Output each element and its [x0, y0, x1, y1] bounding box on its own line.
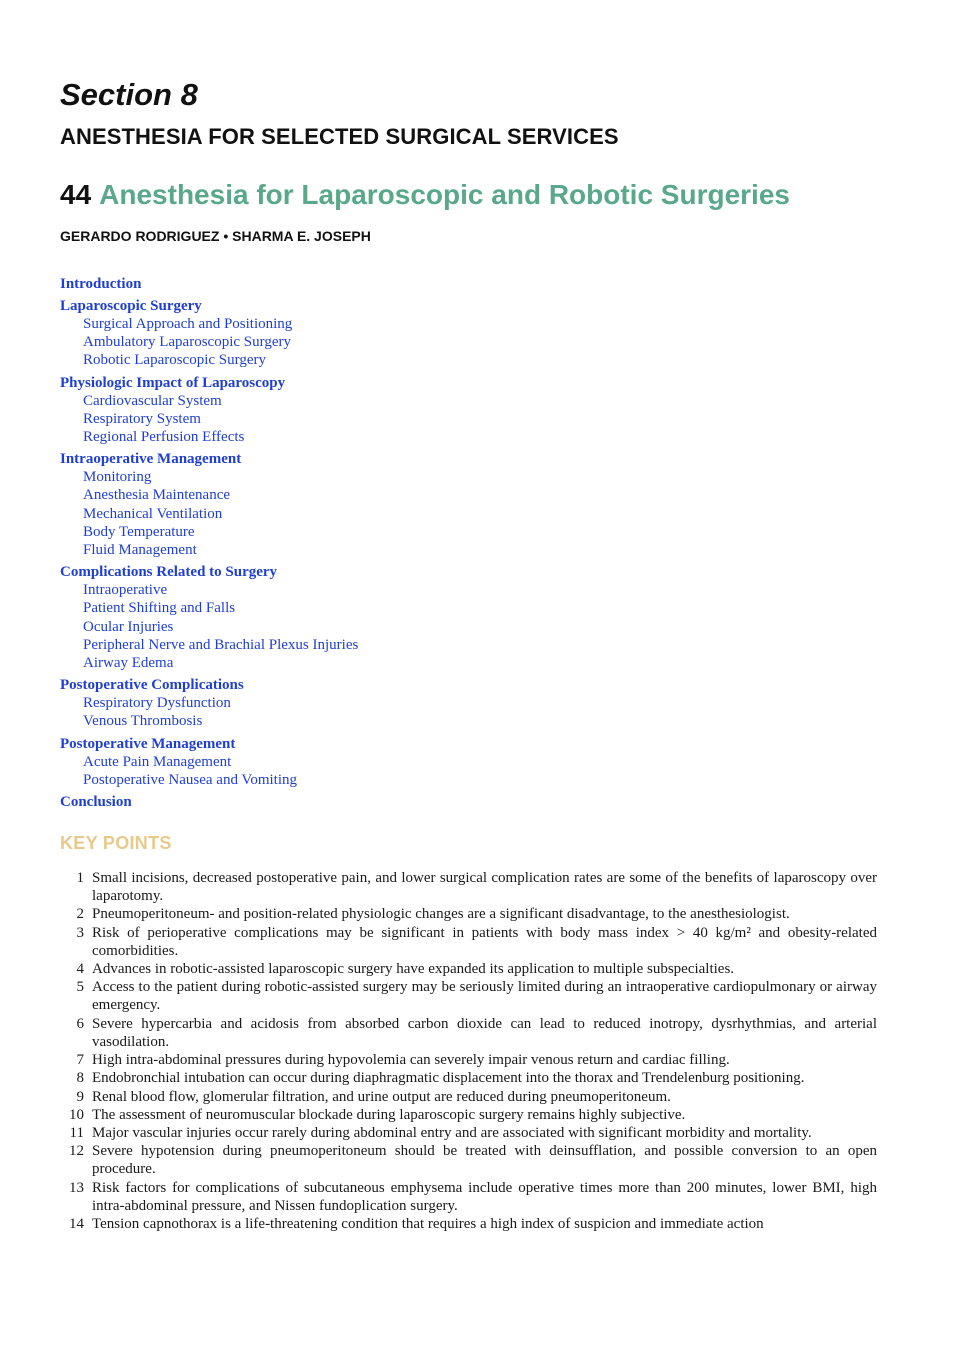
outline-sublink-robotic-laparoscopic-surgery[interactable]: Robotic Laparoscopic Surgery: [83, 352, 267, 369]
outline-group-intraoperative-management: [60, 450, 877, 559]
chapter-authors: GERARDO RODRIGUEZ • SHARMA E. JOSEPH: [60, 228, 371, 244]
key-point-number: 11: [69, 1124, 84, 1141]
key-point-text: Severe hypotension during pneumoperitoneum should be treated with deinsufflation, and possible conversion to an open procedure.: [92, 1143, 877, 1178]
chapter-title: Anesthesia for Laparoscopic and Robotic Surgeries: [99, 179, 790, 210]
key-point-text: Major vascular injuries occur rarely during abdominal entry and are associated with significant morbidity and mortality.: [92, 1124, 812, 1141]
section-label: Section 8: [60, 77, 198, 112]
key-point-item: [60, 960, 877, 978]
outline-sublink-respiratory-dysfunction[interactable]: Respiratory Dysfunction: [83, 695, 231, 712]
key-point-item: [60, 1215, 877, 1233]
key-point-item: [60, 1124, 877, 1142]
key-point-text: Risk factors for complications of subcutaneous emphysema include operative times more than 200 minutes, lower BMI, high intra-abdominal pressure, and Nissen fundoplication surgery.: [92, 1179, 877, 1214]
outline-link-conclusion[interactable]: Conclusion: [60, 794, 132, 811]
key-point-text: Pneumoperitoneum- and position-related physiologic changes are a significant disadvantage, to the anesthesiologist.: [92, 906, 790, 923]
key-point-text: Endobronchial intubation can occur during diaphragmatic displacement into the thorax and Trendelenburg positioning.: [92, 1070, 805, 1087]
key-point-number: 6: [76, 1015, 84, 1032]
key-point-item: [60, 1069, 877, 1087]
key-point-number: 3: [76, 924, 84, 941]
outline-sublink-patient-shifting-and-falls[interactable]: Patient Shifting and Falls: [83, 600, 236, 617]
key-point-number: 2: [76, 906, 84, 923]
outline-group-physiologic-impact-of-laparoscopy: [60, 374, 877, 447]
key-point-text: Tension capnothorax is a life-threatening condition that requires a high index of suspicion and immediate action: [92, 1215, 764, 1232]
key-point-number: 12: [69, 1143, 84, 1160]
key-point-number: 13: [69, 1179, 84, 1196]
key-point-item: [60, 1015, 877, 1051]
key-point-item: [60, 1106, 877, 1124]
key-point-text: Renal blood flow, glomerular filtration, and urine output are reduced during pneumoperitoneum.: [92, 1088, 671, 1105]
outline-link-introduction[interactable]: Introduction: [60, 276, 142, 292]
key-point-text: Risk of perioperative complications may be significant in patients with body mass index > 40 kg/m² and obesity-related comorbidities.: [92, 924, 877, 959]
outline-group-laparoscopic-surgery: [60, 297, 877, 370]
outline-sublink-body-temperature[interactable]: Body Temperature: [83, 523, 195, 540]
key-point-item: [60, 1051, 877, 1069]
outline-link-physiologic-impact-of-laparoscopy[interactable]: Physiologic Impact of Laparoscopy: [60, 374, 286, 391]
outline-sublink-regional-perfusion-effects[interactable]: Regional Perfusion Effects: [83, 429, 245, 446]
outline-sublink-mechanical-ventilation[interactable]: Mechanical Ventilation: [83, 505, 223, 522]
outline-sublink-acute-pain-management[interactable]: Acute Pain Management: [83, 753, 232, 770]
chapter-number: 44: [60, 179, 92, 210]
key-points-list: [60, 869, 877, 1233]
key-point-text: Severe hypercarbia and acidosis from absorbed carbon dioxide can lead to reduced inotropy, dysrhythmias, and arterial vasodilation.: [92, 1015, 877, 1050]
key-point-text: Advances in robotic-assisted laparoscopic surgery have expanded its application to multiple subspecialties.: [92, 961, 735, 978]
outline-sublink-venous-thrombosis[interactable]: Venous Thrombosis: [83, 713, 203, 730]
outline-sublink-postoperative-nausea-and-vomiting[interactable]: Postoperative Nausea and Vomiting: [83, 771, 297, 788]
outline-group-conclusion: [60, 793, 877, 811]
outline-sublink-intraoperative[interactable]: Intraoperative: [83, 582, 168, 599]
chapter-heading: [60, 177, 877, 213]
key-point-number: 10: [69, 1106, 84, 1123]
outline-group-postoperative-complications: [60, 676, 877, 730]
key-point-item: [60, 905, 877, 923]
key-point-number: 9: [76, 1088, 84, 1105]
key-point-text: High intra-abdominal pressures during hypovolemia can severely impair venous return and cardiac filling.: [92, 1052, 730, 1069]
key-point-text: Small incisions, decreased postoperative pain, and lower surgical complication rates are some of the benefits of laparoscopy over laparotomy.: [92, 870, 877, 905]
key-point-item: [60, 1179, 877, 1215]
outline-group-introduction: [60, 275, 877, 293]
outline-link-laparoscopic-surgery[interactable]: Laparoscopic Surgery: [60, 298, 202, 314]
key-point-number: 5: [76, 979, 84, 996]
outline-sublink-respiratory-system[interactable]: Respiratory System: [83, 410, 201, 427]
outline-sublink-surgical-approach-and-positioning[interactable]: Surgical Approach and Positioning: [83, 316, 293, 332]
key-point-item: [60, 1088, 877, 1106]
outline-sublink-monitoring[interactable]: Monitoring: [83, 469, 152, 486]
outline-sublink-airway-edema[interactable]: Airway Edema: [83, 655, 174, 672]
outline-link-postoperative-management[interactable]: Postoperative Management: [60, 735, 236, 752]
outline-group-complications-related-to-surgery: [60, 563, 877, 672]
key-point-number: 4: [76, 961, 84, 978]
key-points-heading: KEY POINTS: [60, 833, 172, 854]
key-point-item: [60, 869, 877, 905]
key-point-item: [60, 924, 877, 960]
outline-sublink-peripheral-nerve-and-brachial-plexus-injuries[interactable]: Peripheral Nerve and Brachial Plexus Injuries: [83, 636, 359, 653]
outline-link-postoperative-complications[interactable]: Postoperative Complications: [60, 677, 244, 694]
outline-sublink-ambulatory-laparoscopic-surgery[interactable]: Ambulatory Laparoscopic Surgery: [83, 334, 292, 351]
outline-sublink-anesthesia-maintenance[interactable]: Anesthesia Maintenance: [83, 487, 231, 504]
key-point-text: Access to the patient during robotic-assisted surgery may be seriously limited during an intraoperative cardiopulmonary or airway emergency.: [92, 979, 877, 1014]
section-title: ANESTHESIA FOR SELECTED SURGICAL SERVICES: [60, 124, 619, 149]
chapter-outline: [60, 275, 877, 811]
key-point-number: 7: [76, 1052, 84, 1069]
key-point-number: 1: [76, 870, 84, 887]
outline-link-intraoperative-management[interactable]: Intraoperative Management: [60, 451, 242, 468]
outline-sublink-cardiovascular-system[interactable]: Cardiovascular System: [83, 392, 222, 409]
outline-sublink-fluid-management[interactable]: Fluid Management: [83, 542, 197, 559]
key-point-text: The assessment of neuromuscular blockade during laparoscopic surgery remains highly subjective.: [92, 1106, 686, 1123]
key-point-item: [60, 1142, 877, 1178]
key-point-item: [60, 978, 877, 1014]
key-point-number: 8: [76, 1070, 84, 1087]
outline-sublink-ocular-injuries[interactable]: Ocular Injuries: [83, 618, 174, 635]
outline-group-postoperative-management: [60, 735, 877, 789]
key-point-number: 14: [69, 1215, 84, 1232]
outline-link-complications-related-to-surgery[interactable]: Complications Related to Surgery: [60, 564, 278, 581]
